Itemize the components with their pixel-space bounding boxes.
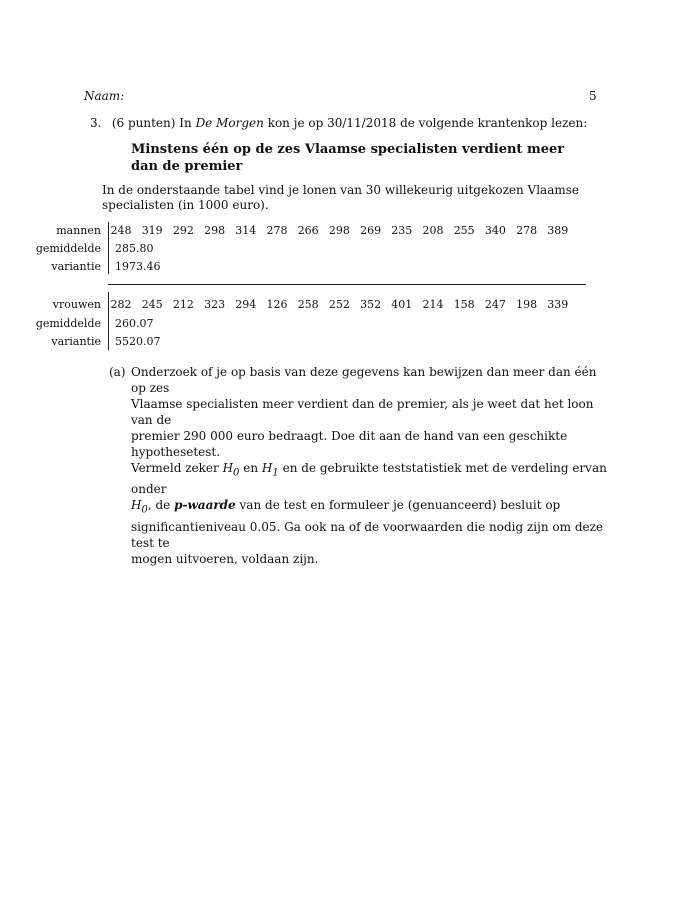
men-value: 278 [266,224,288,237]
row-label: variantie [51,335,101,348]
table-intro: In de onderstaande tabel vind je lonen van 30 willekeurig uitgekozen Vlaamse specialisten (in 1000 euro). [102,183,579,212]
men-mean: 285.80 [115,242,154,255]
women-value: 198 [516,298,538,311]
question-text-a: In [179,116,192,130]
sub-line-3: premier 290 000 euro bedraagt. Doe dit aan de hand van een geschikte hypothesetest. [131,429,568,459]
question-points: (6 punten) [111,116,176,130]
women-value: 214 [422,298,444,311]
sub-line-6: significantieniveau 0.05. Ga ook na of de voorwaarden die nodig zijn om deze test te [131,519,604,550]
women-value: 126 [266,298,288,311]
women-mean: 260.07 [115,317,154,330]
row-label: vrouwen [52,298,101,311]
men-value: 298 [204,224,226,237]
men-value: 208 [422,224,444,237]
women-value: 339 [547,298,569,311]
men-variance: 1973.46 [115,260,161,273]
women-value: 258 [297,298,319,311]
men-value: 235 [391,224,413,237]
h0-symbol: $H_0$ [131,498,148,516]
men-value: 314 [235,224,257,237]
subquestion-text [131,364,611,567]
row-label: gemiddelde [35,317,101,330]
women-value: 247 [484,298,506,311]
women-value: 323 [204,298,226,311]
sub-line-5 [131,497,611,518]
newspaper-headline: Minstens één op de zes Vlaamse specialisten verdient meer dan de premier [131,142,565,174]
women-value: 294 [235,298,257,311]
row-label: mannen [56,224,101,237]
row-label: gemiddelde [35,242,101,255]
women-value: 282 [110,298,132,311]
men-value: 269 [360,224,382,237]
sub-line-7: mogen uitvoeren, voldaan zijn. [131,551,319,566]
subquestion-label: (a) [109,365,126,379]
sub-line-4 [131,460,611,497]
men-value: 292 [172,224,194,237]
name-label: Naam: [84,89,125,103]
men-value: 298 [328,224,350,237]
women-value: 352 [360,298,382,311]
sub-text: van de test en formuleer je (genuanceerd) besluit op [239,498,561,513]
sub-line-1: Onderzoek of je op basis van deze gegevens kan bewijzen dan meer dan één op zes [131,365,597,395]
women-value: 401 [391,298,413,311]
question-source: De Morgen [195,116,264,130]
women-value: 252 [328,298,350,311]
women-value: 158 [453,298,475,311]
p-value-term: p-waarde [174,498,236,513]
h0-symbol: $H_0$ [222,461,240,479]
question-number: 3. [90,116,102,130]
row-label: variantie [51,260,101,273]
women-value: 245 [141,298,163,311]
men-value: 389 [547,224,569,237]
men-value: 319 [141,224,163,237]
men-value: 255 [453,224,475,237]
men-value: 278 [516,224,538,237]
question-line [90,116,650,130]
h1-symbol: $H_1$ [261,461,279,479]
sub-text: en [243,461,259,475]
sub-text: Vermeld zeker [131,461,219,475]
women-variance: 5520.07 [115,335,161,348]
sub-line-2: Vlaamse specialisten meer verdient dan de premier, als je weet dat het loon van de [131,397,594,427]
sub-text: , de [147,498,171,513]
men-value: 248 [110,224,132,237]
men-value: 266 [297,224,319,237]
sub-text: en de gebruikte teststatistiek met de verdeling ervan onder [131,461,607,497]
men-value: 340 [484,224,506,237]
table-horizontal-rule [108,284,586,285]
question-text-b: kon je op 30/11/2018 de volgende krantenkop lezen: [267,116,588,130]
women-value: 212 [172,298,194,311]
page-number: 5 [589,89,597,103]
